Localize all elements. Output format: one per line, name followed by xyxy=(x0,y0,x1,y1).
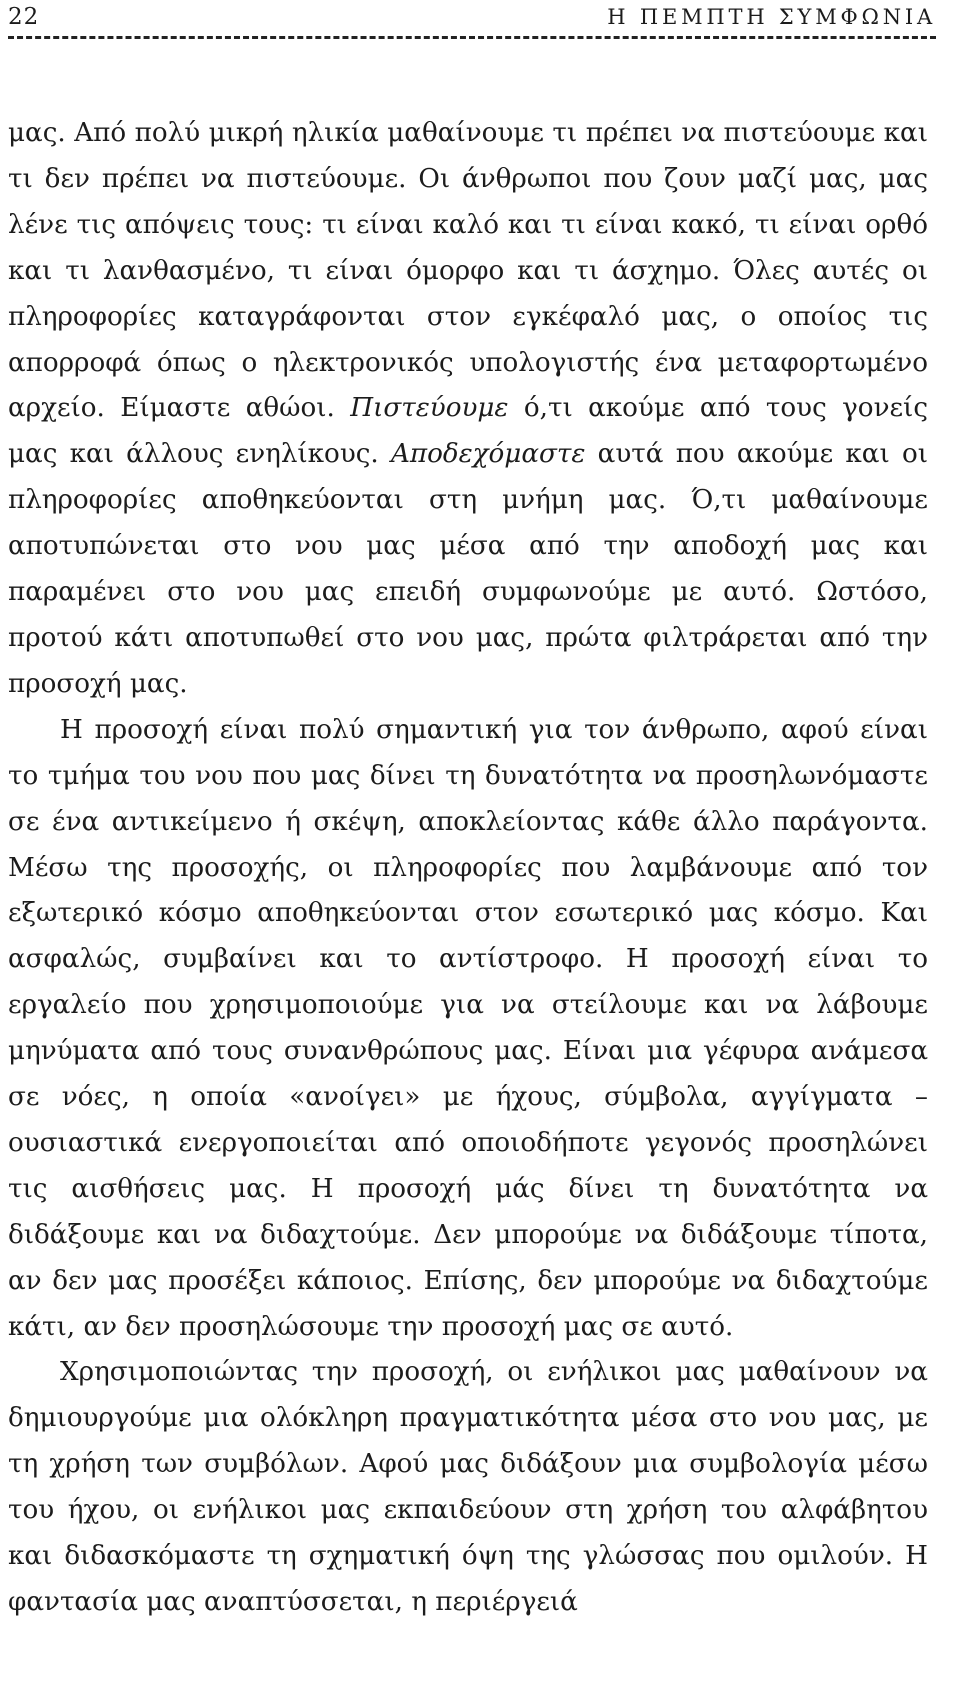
paragraph-3 xyxy=(8,1350,928,1625)
paragraph-1-text: αυτά που ακούμε και οι πληροφορίες αποθηκεύονται στη μνήμη μας. Ό,τι μαθαίνουμε αποτυπώνεται στο νου μας μέσα από την αποδοχή μας και παραμένει στο νου μας επειδή συμφωνούμε με αυτό. Ωστόσο, προτού κάτι αποτυπωθεί στο νου μας, πρώτα φιλτράρεται από την προσοχή μας. xyxy=(8,439,928,699)
paragraph-1-text: ό,τι ακούμε από τους γονείς μας και άλλους ενηλίκους. xyxy=(8,393,928,470)
page-header xyxy=(8,0,936,44)
running-title: Η ΠΕΜΠΤΗ ΣΥΜΦΩΝΙΑ xyxy=(607,5,936,29)
paragraph-3-text: Χρησιμοποιώντας την προσοχή, οι ενήλικοι μας μαθαίνουν να δημιουργούμε μια ολόκληρη πραγματικότητα μέσα στο νου μας, με τη χρήση των συμβόλων. Αφού μας διδάξουν μια συμβολογία μέσω του ήχου, οι ενήλικοι μας εκπαιδεύουν στη χρήση του αλφάβητου και διδασκόμαστε τη σχηματική όψη της γλώσσας που ομιλούν. Η φαντασία μας αναπτύσσεται, η περιέργειά xyxy=(8,1357,928,1617)
paragraph-2-text: Η προσοχή είναι πολύ σημαντική για τον άνθρωπο, αφού είναι το τμήμα του νου που μας δίνει τη δυνατότητα να προσηλωνόμαστε σε ένα αντικείμενο ή σκέψη, αποκλείοντας κάθε άλλο παράγοντα. Μέσω της προσοχής, οι πληροφορίες που λαμβάνουμε από τον εξωτερικό κόσμο αποθηκεύονται στον εσωτερικό μας κόσμο. Και ασφαλώς, συμβαίνει και το αντίστροφο. Η προσοχή είναι το εργαλείο που χρησιμοποιούμε για να στείλουμε και να λάβουμε μηνύματα από τους συνανθρώπους μας. Είναι μια γέφυρα ανάμεσα σε νόες, η οποία «ανοίγει» με ήχους, σύμβολα, αγγίγματα – ουσιαστικά ενεργοποιείται από οποιοδήποτε γεγονός προσηλώνει τις αισθήσεις μας. Η προσοχή μάς δίνει τη δυνατότητα να διδάξουμε και να διδαχτούμε. Δεν μπορούμε να διδάξουμε τίποτα, αν δεν μας προσέξει κάποιος. Επίσης, δεν μπορούμε να διδαχτούμε κάτι, αν δεν προσηλώσουμε την προσοχή μας σε αυτό. xyxy=(8,714,928,1342)
paragraph-1-italic-believe: Πιστεύουμε xyxy=(350,393,509,424)
body-text xyxy=(8,111,928,1626)
paragraph-1 xyxy=(8,111,928,708)
paragraph-1-italic-accept: Αποδεχόμαστε xyxy=(390,439,586,470)
page-number: 22 xyxy=(8,4,40,30)
paragraph-1-text: μας. Από πολύ μικρή ηλικία μαθαίνουμε τι πρέπει να πιστεύουμε και τι δεν πρέπει να πιστεύουμε. Οι άνθρωποι που ζουν μαζί μας, μας λένε τις απόψεις τους: τι είναι καλό και τι είναι κακό, τι είναι ορθό και τι λανθασμένο, τι είναι όμορφο και τι άσχημο. Όλες αυτές οι πληροφορίες καταγράφονται στον εγκέφαλό μας, ο οποίος τις απορροφά όπως ο ηλεκτρονικός υπολογιστής ένα μεταφορτωμένο αρχείο. Είμαστε αθώοι. xyxy=(8,118,928,424)
header-dashed-rule xyxy=(8,36,936,39)
paragraph-2 xyxy=(8,708,928,1351)
